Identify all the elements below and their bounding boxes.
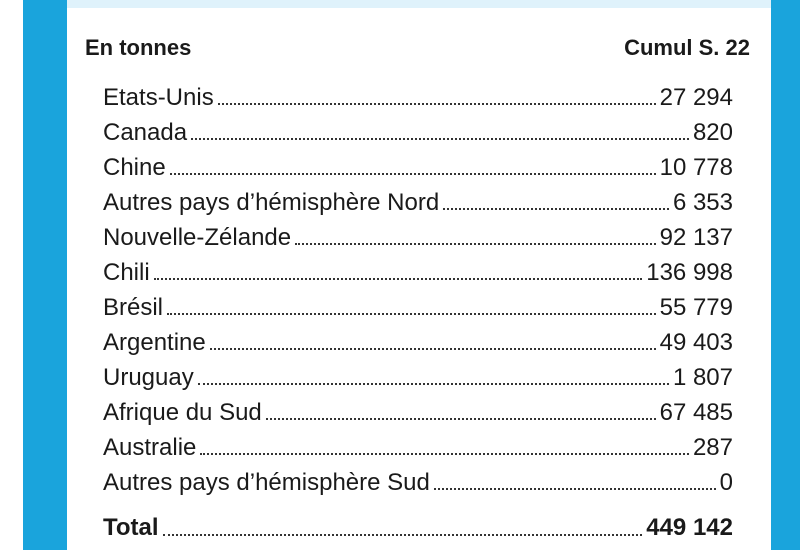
table-row xyxy=(103,430,733,465)
table-row xyxy=(103,150,733,185)
column-label: Cumul S. 22 xyxy=(624,35,750,60)
leader-dots xyxy=(443,208,669,210)
leader-dots xyxy=(266,418,656,420)
table-row xyxy=(103,115,733,150)
frame-right-bar xyxy=(771,0,800,550)
frame-left-bar xyxy=(23,0,67,550)
country-label: Chine xyxy=(103,153,166,181)
country-label: Australie xyxy=(103,433,197,461)
table-row xyxy=(103,395,733,430)
country-label: Argentine xyxy=(103,328,206,356)
leader-dots xyxy=(434,488,716,490)
tonnage-value: 55 779 xyxy=(659,293,733,321)
total-value: 449 142 xyxy=(646,514,733,541)
tonnage-value: 49 403 xyxy=(659,328,733,356)
country-label: Etats-Unis xyxy=(103,83,214,111)
leader-dots xyxy=(163,534,643,536)
leader-dots xyxy=(295,243,655,245)
country-label: Brésil xyxy=(103,293,164,321)
leader-dots xyxy=(218,103,656,105)
table-row xyxy=(103,220,733,255)
table-row xyxy=(103,325,733,360)
tonnage-value: 136 998 xyxy=(646,258,733,286)
unit-label: En tonnes xyxy=(85,35,192,60)
tonnage-value: 1 807 xyxy=(672,363,733,391)
country-label: Chili xyxy=(103,258,150,286)
table-row xyxy=(103,465,733,500)
table-header xyxy=(85,30,750,66)
leader-dots xyxy=(167,313,656,315)
tonnage-value: 287 xyxy=(692,433,733,461)
leader-dots xyxy=(210,348,656,350)
total-row xyxy=(103,510,733,546)
rows-list xyxy=(103,80,733,500)
country-label: Canada xyxy=(103,118,188,146)
tonnage-value: 10 778 xyxy=(659,153,733,181)
leader-dots xyxy=(200,453,689,455)
country-label: Autres pays d’hémisphère Nord xyxy=(103,188,440,216)
country-label: Uruguay xyxy=(103,363,194,391)
table-row xyxy=(103,360,733,395)
leader-dots xyxy=(191,138,689,140)
table-row xyxy=(103,185,733,220)
top-strip xyxy=(67,0,771,8)
tonnage-value: 0 xyxy=(719,468,733,496)
tonnage-value: 67 485 xyxy=(659,398,733,426)
country-label: Afrique du Sud xyxy=(103,398,262,426)
total-label: Total xyxy=(103,514,159,541)
tonnage-value: 27 294 xyxy=(659,83,733,111)
table-row xyxy=(103,290,733,325)
leader-dots xyxy=(198,383,669,385)
country-label: Nouvelle-Zélande xyxy=(103,223,292,251)
table-row xyxy=(103,255,733,290)
country-label: Autres pays d’hémisphère Sud xyxy=(103,468,430,496)
tonnage-value: 820 xyxy=(692,118,733,146)
tonnage-value: 6 353 xyxy=(672,188,733,216)
tonnage-value: 92 137 xyxy=(659,223,733,251)
leader-dots xyxy=(170,173,656,175)
leader-dots xyxy=(154,278,643,280)
table-row xyxy=(103,80,733,115)
